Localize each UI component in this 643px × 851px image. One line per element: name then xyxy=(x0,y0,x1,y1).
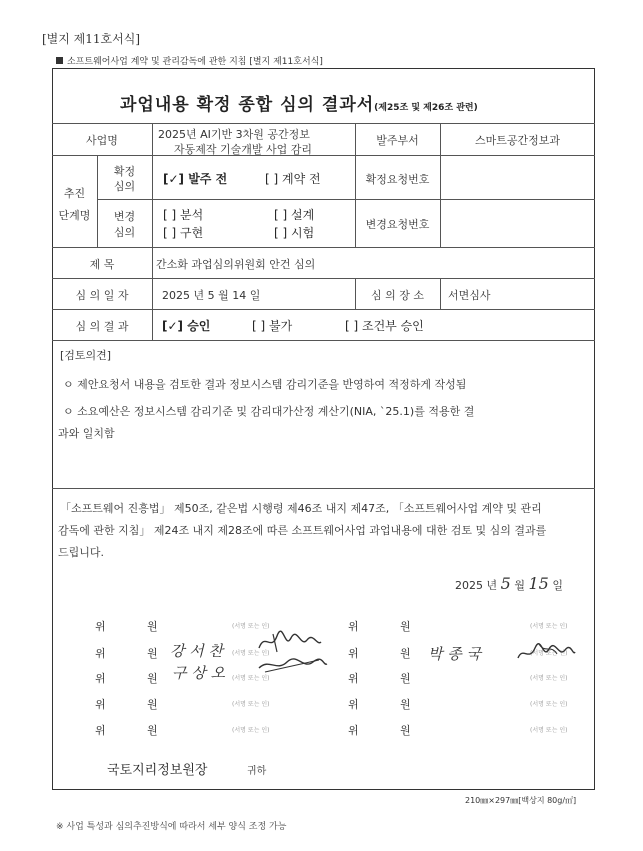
review-place-label: 심 의 장 소 xyxy=(371,289,424,302)
signature-scribble-2 xyxy=(515,640,577,666)
change-label-line2: 심의 xyxy=(113,226,136,239)
row-rule xyxy=(52,309,595,310)
document-title xyxy=(120,90,478,115)
committee-member-label-2: 원 xyxy=(400,672,411,685)
dept-value: 스마트공간정보과 xyxy=(474,134,560,147)
guideline-subtitle xyxy=(56,54,323,67)
sign-month-unit: 월 xyxy=(514,579,525,592)
signature-hint: (서명 또는 인) xyxy=(232,675,270,682)
change-request-no-label: 변경요청번호 xyxy=(365,218,430,231)
committee-member-label-2: 원 xyxy=(147,698,158,711)
table-top-rule xyxy=(52,123,595,124)
title-reference: (제25조 및 제26조 관련) xyxy=(374,103,478,113)
review-heading: [검토의견] xyxy=(60,349,112,362)
row-rule xyxy=(97,199,595,200)
signature-hint: (서명 또는 인) xyxy=(530,650,568,657)
change-option-implementation[interactable]: [ ] 구현 xyxy=(163,226,204,240)
review-place-value: 서면심사 xyxy=(448,289,491,302)
committee-member-label: 위 xyxy=(348,724,359,737)
signature-hint: (서명 또는 인) xyxy=(232,650,270,657)
committee-member-label: 위 xyxy=(348,647,359,660)
signature-hint: (서명 또는 인) xyxy=(232,701,270,708)
handwritten-name-park: 박 종 국 xyxy=(428,645,482,663)
sign-day: 15 xyxy=(528,574,549,593)
review-item-2-line2: 과와 일치함 xyxy=(58,427,115,440)
change-option-design[interactable]: [ ] 설계 xyxy=(274,208,315,222)
committee-member-label-2: 원 xyxy=(400,620,411,633)
form-number-label: [별지 제11호서식] xyxy=(42,32,140,46)
confirm-option-before-contract[interactable]: [ ] 계약 전 xyxy=(265,172,321,186)
col-rule xyxy=(440,155,441,247)
signature-hint: (서명 또는 인) xyxy=(232,727,270,734)
statement-line1: 「소프트웨어 진흥법」 제50조, 같은법 시행령 제46조 내지 제47조, 「소프트웨어사업 계약 및 관리 xyxy=(60,502,542,515)
signature-hint: (서명 또는 인) xyxy=(530,623,568,630)
project-name-line2: 자동제작 기술개발 사업 감리 xyxy=(174,143,313,156)
committee-member-label: 위 xyxy=(95,647,106,660)
stage-label-line1: 추진 xyxy=(63,187,86,200)
signature-hint: (서명 또는 인) xyxy=(530,701,568,708)
subject-label: 제 목 xyxy=(89,258,115,271)
change-option-analysis[interactable]: [ ] 분석 xyxy=(163,208,204,222)
paper-size-note: 210㎜×297㎜[백상지 80g/㎡] xyxy=(465,796,577,805)
square-bullet-icon xyxy=(56,57,63,64)
committee-member-label-2: 원 xyxy=(400,647,411,660)
subtitle-text: 소프트웨어사업 계약 및 관리감독에 관한 지침 [별지 제11호서식] xyxy=(67,57,323,67)
signature-scribble-3 xyxy=(255,652,330,678)
committee-member-label: 위 xyxy=(348,672,359,685)
committee-member-label: 위 xyxy=(95,672,106,685)
col-rule xyxy=(440,278,441,309)
signature-hint: (서명 또는 인) xyxy=(530,727,568,734)
handwritten-name-gu: 구 상 오 xyxy=(172,664,226,682)
sign-year-unit: 년 xyxy=(486,579,498,592)
committee-member-label-2: 원 xyxy=(400,698,411,711)
dept-label: 발주부서 xyxy=(376,134,419,147)
project-name-label: 사업명 xyxy=(86,134,118,147)
confirm-label-line2: 심의 xyxy=(113,180,136,193)
addressee-name: 국토지리정보원장 xyxy=(107,763,208,778)
committee-member-label-2: 원 xyxy=(147,647,158,660)
committee-member-label: 위 xyxy=(348,620,359,633)
committee-member-label-2: 원 xyxy=(147,620,158,633)
col-rule xyxy=(152,123,153,340)
project-name-line1: 2025년 AI기반 3차원 공간정보 xyxy=(158,128,310,141)
signature-hint: (서명 또는 인) xyxy=(530,675,568,682)
statement-line2: 감독에 관한 지침」 제24조 내지 제28조에 따른 소프트웨어사업 과업내용에 대한 검토 및 심의 결과를 xyxy=(58,524,547,537)
review-item-2-line1: ㅇ 소요예산은 정보시스템 감리기준 및 감리대가산정 계산기(NIA, `25.1)를 적용한 결 xyxy=(63,405,475,418)
committee-member-label: 위 xyxy=(95,698,106,711)
committee-member-label-2: 원 xyxy=(400,724,411,737)
review-date-label: 심 의 일 자 xyxy=(75,289,129,302)
row-rule xyxy=(52,340,595,341)
col-rule xyxy=(355,155,356,247)
result-label: 심 의 결 과 xyxy=(75,320,129,333)
row-rule xyxy=(52,247,595,248)
committee-member-label: 위 xyxy=(348,698,359,711)
change-option-test[interactable]: [ ] 시험 xyxy=(274,226,315,240)
subject-value: 간소화 과업심의위원회 안건 심의 xyxy=(156,258,316,271)
committee-member-label-2: 원 xyxy=(147,724,158,737)
sign-day-unit: 일 xyxy=(552,579,563,592)
result-approve-option[interactable]: [✓] 승인 xyxy=(162,319,211,333)
result-reject-option[interactable]: [ ] 불가 xyxy=(252,319,293,333)
row-rule xyxy=(52,488,595,489)
title-text: 과업내용 확정 종합 심의 결과서 xyxy=(120,95,375,115)
committee-member-label-2: 원 xyxy=(147,672,158,685)
sign-date xyxy=(455,574,563,593)
signature-hint: (서명 또는 인) xyxy=(232,623,270,630)
sign-year: 2025 xyxy=(455,579,483,592)
statement-line3: 드립니다. xyxy=(58,546,105,559)
footnote: ※ 사업 특성과 심의추진방식에 따라서 세부 양식 조정 가능 xyxy=(56,822,287,832)
committee-member-label: 위 xyxy=(95,724,106,737)
sign-month: 5 xyxy=(500,574,511,593)
confirm-option-before-order[interactable]: [✓] 발주 전 xyxy=(163,172,228,186)
row-rule xyxy=(52,278,595,279)
confirm-label-line1: 확정 xyxy=(113,165,136,178)
review-item-1: ㅇ 제안요청서 내용을 검토한 결과 정보시스템 감리기준을 반영하여 적정하게 작성됨 xyxy=(63,378,467,391)
row-rule xyxy=(52,155,595,156)
stage-label-line2: 단계명 xyxy=(58,209,91,222)
committee-member-label: 위 xyxy=(95,620,106,633)
change-label-line1: 변경 xyxy=(113,210,136,223)
confirm-request-no-label: 확정요청번호 xyxy=(365,173,430,186)
review-date-value: 2025 년 5 월 14 일 xyxy=(162,289,261,302)
result-conditional-option[interactable]: [ ] 조건부 승인 xyxy=(345,319,424,333)
addressee-suffix: 귀하 xyxy=(247,766,267,777)
handwritten-name-kang: 강 서 찬 xyxy=(170,642,224,660)
